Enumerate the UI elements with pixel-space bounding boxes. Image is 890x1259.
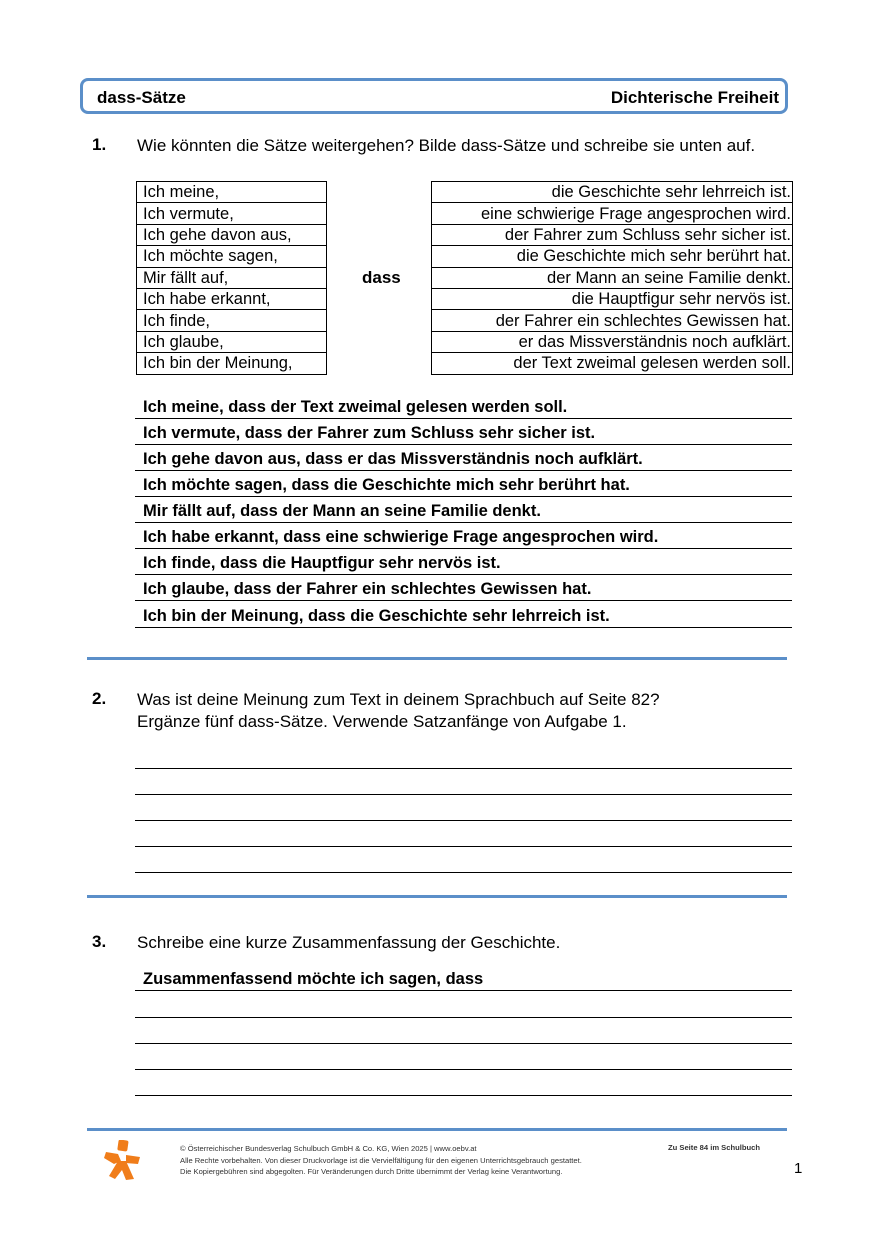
answer-text: Ich habe erkannt, dass eine schwierige Frage angesprochen wird. — [143, 528, 659, 546]
ending-cell: die Geschichte mich sehr berührt hat. — [432, 246, 793, 267]
answer-text: Ich vermute, dass der Fahrer zum Schluss sehr sicher ist. — [143, 424, 596, 442]
writing-line — [135, 820, 792, 821]
beginning-cell: Mir fällt auf, — [137, 267, 327, 288]
answer-text: Ich gehe davon aus, dass er das Missverständnis noch aufklärt. — [143, 450, 643, 468]
answer-line — [135, 602, 792, 628]
connector-label: dass — [362, 268, 401, 287]
beginning-cell: Ich finde, — [137, 310, 327, 331]
task1-instruction: Wie könnten die Sätze weitergehen? Bilde dass-Sätze und schreibe sie unten auf. — [137, 136, 756, 155]
ending-cell: der Mann an seine Familie denkt. — [432, 267, 793, 288]
summary-starter: Zusammenfassend möchte ich sagen, dass — [143, 970, 484, 988]
writing-line — [135, 768, 792, 769]
beginning-cell: Ich gehe davon aus, — [137, 224, 327, 245]
answer-line — [135, 575, 792, 601]
beginning-cell: Ich vermute, — [137, 203, 327, 224]
writing-line — [135, 872, 792, 873]
task3-number: 3. — [92, 932, 107, 951]
writing-line — [135, 1017, 792, 1018]
answer-text: Ich meine, dass der Text zweimal gelesen werden soll. — [143, 398, 568, 416]
header-title: Dichterische Freiheit — [610, 88, 779, 107]
ending-cell: der Fahrer ein schlechtes Gewissen hat. — [432, 310, 793, 331]
answer-line — [135, 419, 792, 445]
task2-instruction-line1: Was ist deine Meinung zum Text in deinem Sprachbuch auf Seite 82? — [137, 690, 660, 709]
footer-copyright — [180, 1143, 582, 1178]
publisher-logo-icon — [104, 1140, 142, 1180]
header-topic: dass-Sätze — [97, 88, 186, 107]
answer-line — [135, 523, 792, 549]
writing-line — [135, 1069, 792, 1070]
sentence-endings-table — [431, 181, 793, 375]
beginning-cell: Ich glaube, — [137, 331, 327, 352]
footer-line: Alle Rechte vorbehalten. Von dieser Druckvorlage ist die Vervielfältigung für den eigenen Unterrichtsgebrauch gestattet. — [180, 1155, 582, 1165]
answer-line — [135, 497, 792, 523]
section-divider — [87, 895, 787, 898]
answer-text: Ich möchte sagen, dass die Geschichte mich sehr berührt hat. — [143, 476, 630, 494]
writing-line — [135, 794, 792, 795]
worksheet-header — [80, 78, 788, 114]
task2-instruction-line2: Ergänze fünf dass-Sätze. Verwende Satzanfänge von Aufgabe 1. — [137, 712, 627, 731]
answer-text: Ich glaube, dass der Fahrer ein schlechtes Gewissen hat. — [143, 580, 592, 598]
ending-cell: der Fahrer zum Schluss sehr sicher ist. — [432, 224, 793, 245]
answer-text: Ich bin der Meinung, dass die Geschichte sehr lehrreich ist. — [143, 607, 610, 625]
answer-text: Ich finde, dass die Hauptfigur sehr nervös ist. — [143, 554, 501, 572]
page-number: 1 — [794, 1160, 803, 1177]
beginning-cell: Ich bin der Meinung, — [137, 353, 327, 374]
task3-instruction: Schreibe eine kurze Zusammenfassung der Geschichte. — [137, 933, 561, 952]
answer-text: Mir fällt auf, dass der Mann an seine Familie denkt. — [143, 502, 541, 520]
beginning-cell: Ich meine, — [137, 182, 327, 203]
task1-number: 1. — [92, 135, 107, 154]
answer-line — [135, 549, 792, 575]
ending-cell: der Text zweimal gelesen werden soll. — [432, 353, 793, 374]
answer-line — [135, 445, 792, 471]
sentence-beginnings-table — [136, 181, 327, 375]
footer-line: © Österreichischer Bundesverlag Schulbuch GmbH & Co. KG, Wien 2025 | www.oebv.at — [180, 1144, 477, 1153]
task2-number: 2. — [92, 689, 107, 708]
ending-cell: die Hauptfigur sehr nervös ist. — [432, 288, 793, 309]
ending-cell: die Geschichte sehr lehrreich ist. — [432, 182, 793, 203]
schoolbook-reference: Zu Seite 84 im Schulbuch — [668, 1143, 760, 1152]
writing-line — [135, 1043, 792, 1044]
footer-line: Die Kopiergebühren sind abgegolten. Für Veränderungen durch Dritte übernimmt der Verlag keine Verantwortung. — [180, 1167, 563, 1176]
ending-cell: eine schwierige Frage angesprochen wird. — [432, 203, 793, 224]
ending-cell: er das Missverständnis noch aufklärt. — [432, 331, 793, 352]
section-divider — [87, 657, 787, 660]
beginning-cell: Ich möchte sagen, — [137, 246, 327, 267]
writing-line — [135, 1095, 792, 1096]
writing-line — [135, 846, 792, 847]
footer-divider — [87, 1128, 787, 1131]
answer-line — [135, 965, 792, 991]
answer-line — [135, 471, 792, 497]
beginning-cell: Ich habe erkannt, — [137, 288, 327, 309]
answer-line — [135, 393, 792, 419]
